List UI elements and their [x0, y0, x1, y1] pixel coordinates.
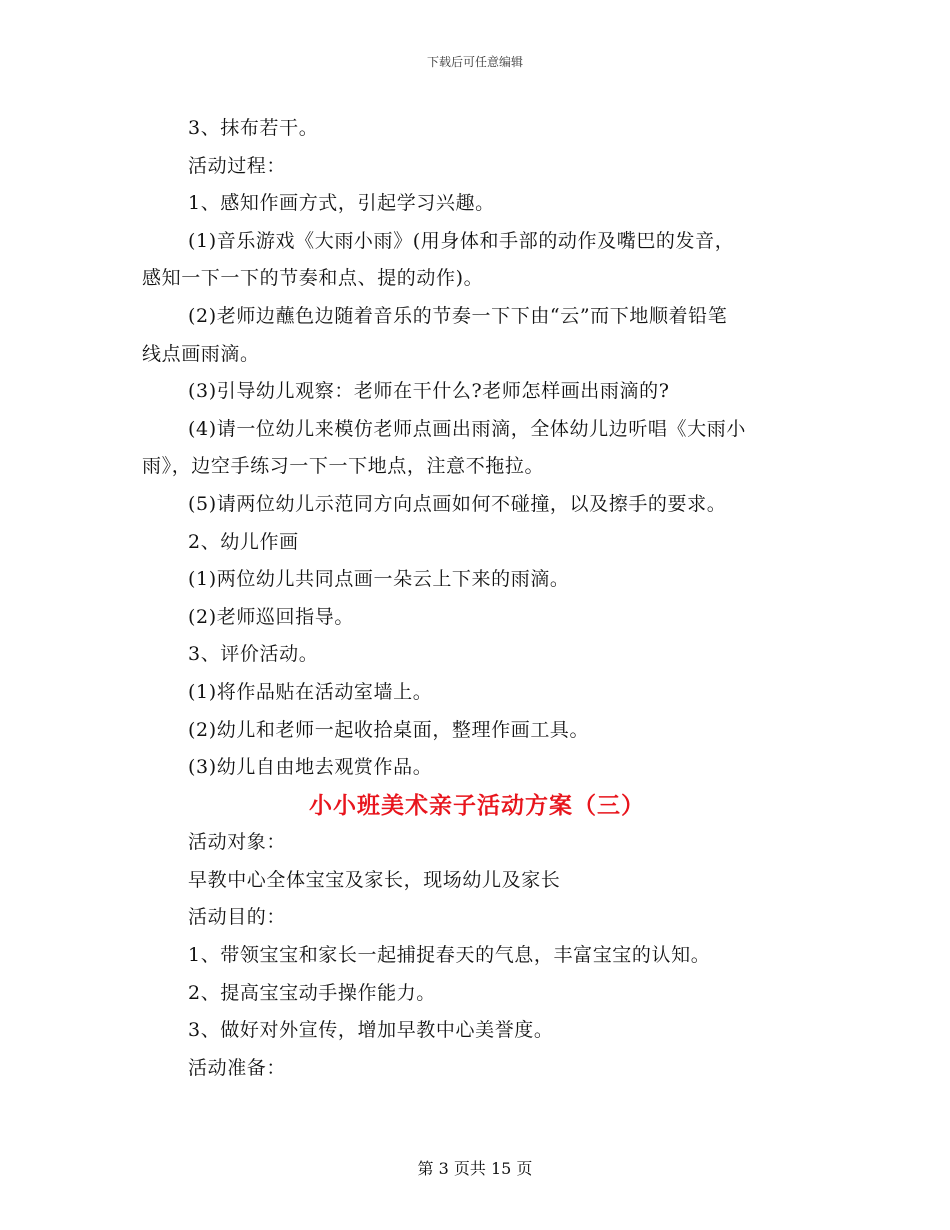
paragraph-line: 1、感知作画方式，引起学习兴趣。	[188, 192, 495, 215]
paragraph-line: 早教中心全体宝宝及家长，现场幼儿及家长	[188, 868, 561, 891]
paragraph-line: (1)将作品贴在活动室墙上。	[188, 680, 433, 703]
paragraph-line: (2)老师边蘸色边随着音乐的节奏一下下由“云”而下地顺着铅笔	[188, 304, 728, 327]
paragraph-line: 1、带领宝宝和家长一起捕捉春天的气息，丰富宝宝的认知。	[188, 944, 711, 967]
document-body	[142, 110, 812, 1087]
paragraph-line: (5)请两位幼儿示范同方向点画如何不碰撞，以及擦手的要求。	[188, 492, 727, 515]
paragraph-line: (1)两位幼儿共同点画一朵云上下来的雨滴。	[188, 568, 570, 591]
paragraph-line: (1)音乐游戏《大雨小雨》(用身体和手部的动作及嘴巴的发音，	[188, 229, 735, 252]
paragraph-line: (2)幼儿和老师一起收拾桌面，整理作画工具。	[188, 718, 590, 741]
paragraph-line: 雨》，边空手练习一下一下地点，注意不拖拉。	[142, 455, 545, 478]
paragraph-line: (3)幼儿自由地去观赏作品。	[188, 756, 433, 779]
paragraph-line: 2、幼儿作画	[188, 530, 299, 553]
paragraph-line: (4)请一位幼儿来模仿老师点画出雨滴，全体幼儿边听唱《大雨小	[188, 417, 746, 440]
paragraph-line: 活动过程：	[188, 154, 287, 177]
paragraph-line: (2)老师巡回指导。	[188, 605, 354, 628]
paragraph-line: 线点画雨滴。	[142, 342, 260, 365]
paragraph-line: 3、评价活动。	[188, 643, 319, 666]
paragraph-line: 感知一下一下的节奏和点、提的动作)。	[142, 267, 484, 290]
paragraph-line: 活动对象：	[188, 831, 287, 854]
page-number: 第 3 页共 15 页	[417, 1159, 533, 1178]
section-title: 小小班美术亲子活动方案（三）	[309, 791, 645, 819]
page-header: 下载后可任意编辑	[426, 55, 523, 69]
paragraph-line: 活动目的：	[188, 906, 287, 929]
paragraph-line: 3、做好对外宣传，增加早教中心美誉度。	[188, 1019, 554, 1042]
paragraph-line: 3、抹布若干。	[188, 117, 319, 139]
paragraph-line: 活动准备：	[188, 1056, 287, 1079]
paragraph-line: 2、提高宝宝动手操作能力。	[188, 981, 436, 1004]
paragraph-line: (3)引导幼儿观察：老师在干什么?老师怎样画出雨滴的?	[188, 380, 670, 403]
